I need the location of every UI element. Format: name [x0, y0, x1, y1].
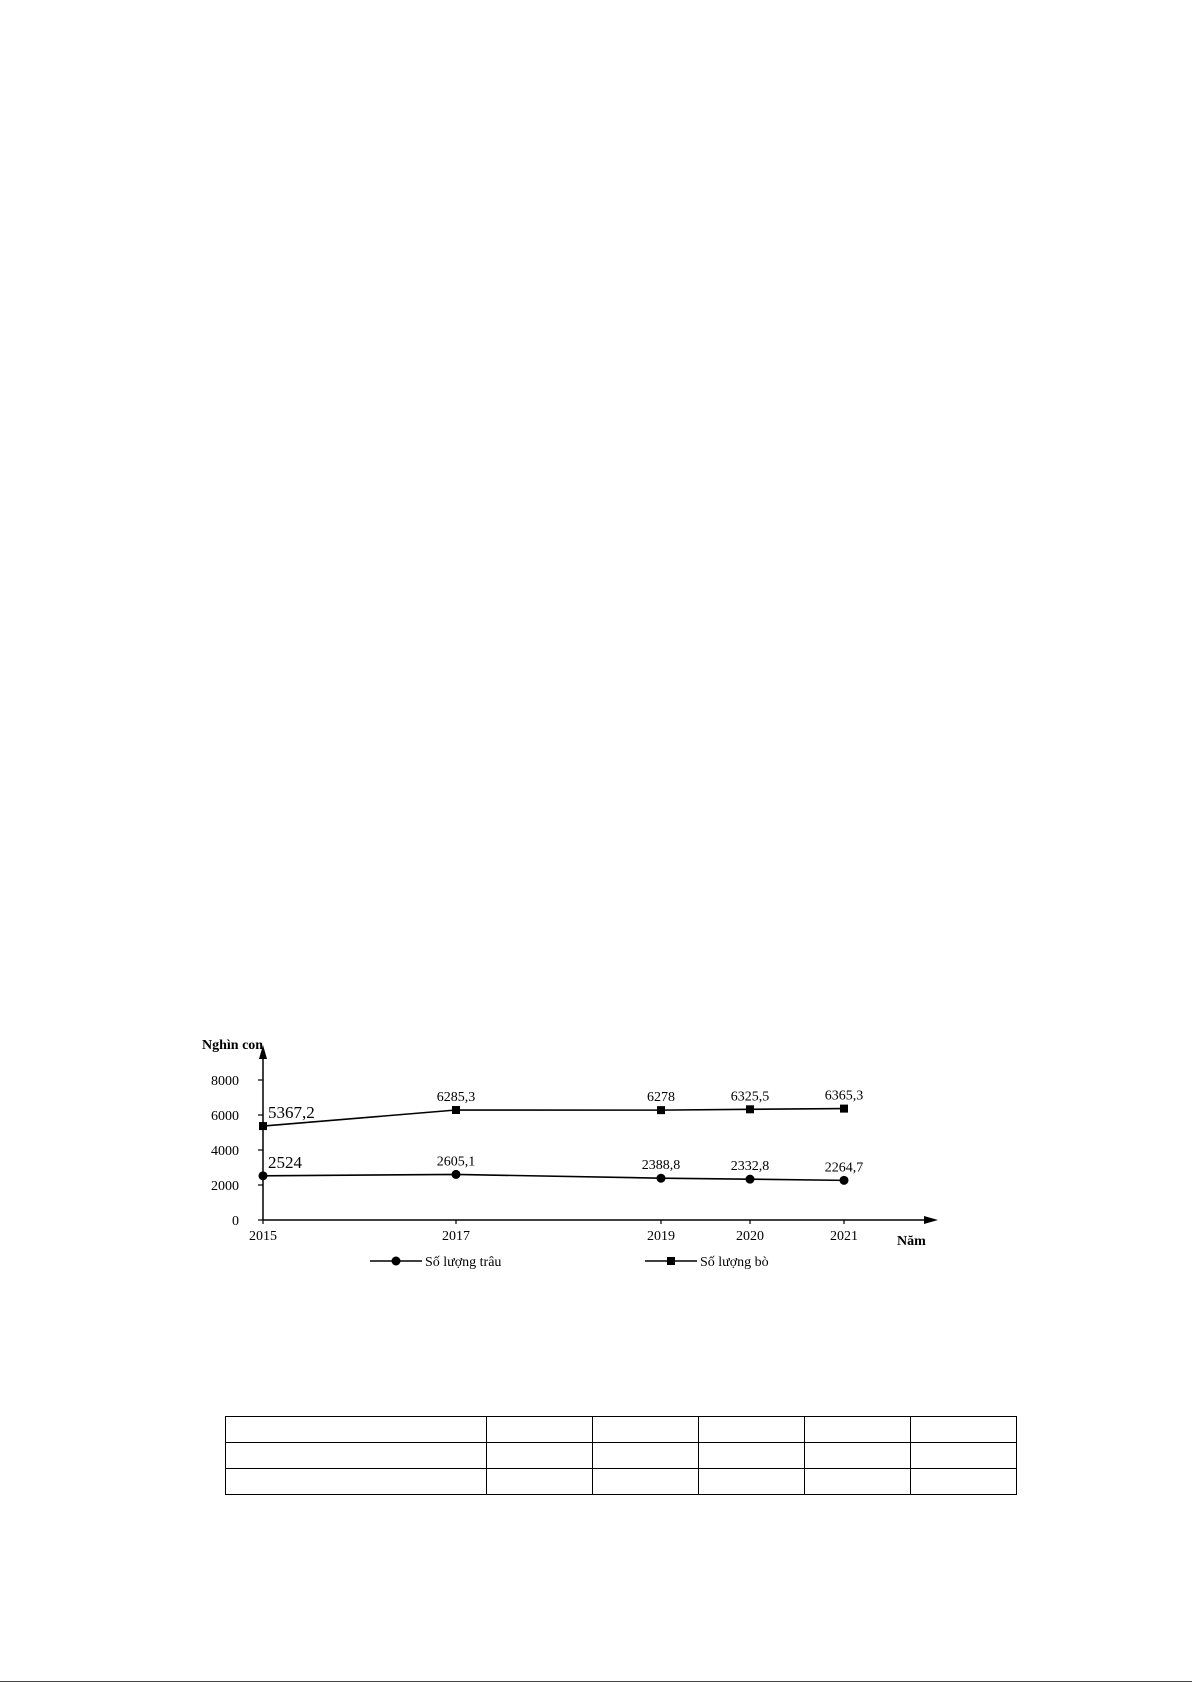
table-cell: [226, 1443, 487, 1469]
table-row: [226, 1469, 1017, 1495]
x-tick-label: 2017: [442, 1229, 470, 1244]
series-point-trau: [259, 1171, 268, 1180]
x-axis-title: Năm: [897, 1234, 926, 1249]
table-cell: [593, 1443, 699, 1469]
data-label: 2388,8: [641, 1158, 681, 1174]
series-line-trau: [263, 1174, 844, 1180]
data-label: 5367,2: [268, 1103, 315, 1123]
table-cell: [226, 1469, 487, 1495]
y-tick-label: 4000: [211, 1144, 239, 1159]
page-bottom-rule: [0, 1681, 1192, 1683]
y-axis-title: Nghìn con: [202, 1038, 264, 1053]
x-axis-arrow-icon: [924, 1216, 938, 1224]
legend-square-icon: [667, 1257, 675, 1265]
table-cell: [593, 1469, 699, 1495]
data-label: 6278: [647, 1090, 675, 1106]
y-tick-label: 2000: [211, 1179, 239, 1194]
data-label: 6325,5: [730, 1089, 770, 1105]
series-line-bo: [263, 1109, 844, 1126]
legend-circle-icon: [392, 1257, 401, 1266]
series-point-trau: [746, 1175, 755, 1184]
line-chart: [190, 1035, 970, 1280]
legend-label: Số lượng trâu: [425, 1255, 502, 1270]
data-label: 6365,3: [824, 1088, 864, 1104]
table-cell: [699, 1443, 805, 1469]
table-row: [226, 1417, 1017, 1443]
x-tick-label: 2020: [736, 1229, 764, 1244]
data-label: 2332,8: [730, 1159, 770, 1175]
table-cell: [699, 1417, 805, 1443]
x-tick-label: 2021: [830, 1229, 858, 1244]
table-cell: [911, 1417, 1017, 1443]
data-label: 2264,7: [824, 1160, 864, 1176]
table-cell: [805, 1417, 911, 1443]
data-label: 2605,1: [436, 1154, 476, 1170]
table-cell: [487, 1469, 593, 1495]
series-point-bo: [452, 1106, 460, 1114]
series-point-trau: [452, 1170, 461, 1179]
table-cell: [805, 1443, 911, 1469]
series-point-bo: [840, 1105, 848, 1113]
chart-svg: [190, 1035, 970, 1280]
series-point-trau: [840, 1176, 849, 1185]
series-point-bo: [259, 1122, 267, 1130]
y-tick-label: 6000: [211, 1109, 239, 1124]
legend-label: Số lượng bò: [700, 1255, 769, 1270]
table-cell: [805, 1469, 911, 1495]
y-tick-label: 0: [232, 1214, 239, 1229]
table-cell: [699, 1469, 805, 1495]
table-cell: [226, 1417, 487, 1443]
table-cell: [911, 1443, 1017, 1469]
data-label: 6285,3: [436, 1090, 476, 1106]
series-point-bo: [657, 1106, 665, 1114]
series-point-trau: [657, 1174, 666, 1183]
x-tick-label: 2019: [647, 1229, 675, 1244]
table-cell: [593, 1417, 699, 1443]
y-tick-label: 8000: [211, 1074, 239, 1089]
table-cell: [487, 1443, 593, 1469]
table-cell: [487, 1417, 593, 1443]
data-label: 2524: [268, 1152, 302, 1172]
series-point-bo: [746, 1105, 754, 1113]
x-tick-label: 2015: [249, 1229, 277, 1244]
table-cell: [911, 1469, 1017, 1495]
empty-data-table: [225, 1416, 1017, 1495]
table-row: [226, 1443, 1017, 1469]
